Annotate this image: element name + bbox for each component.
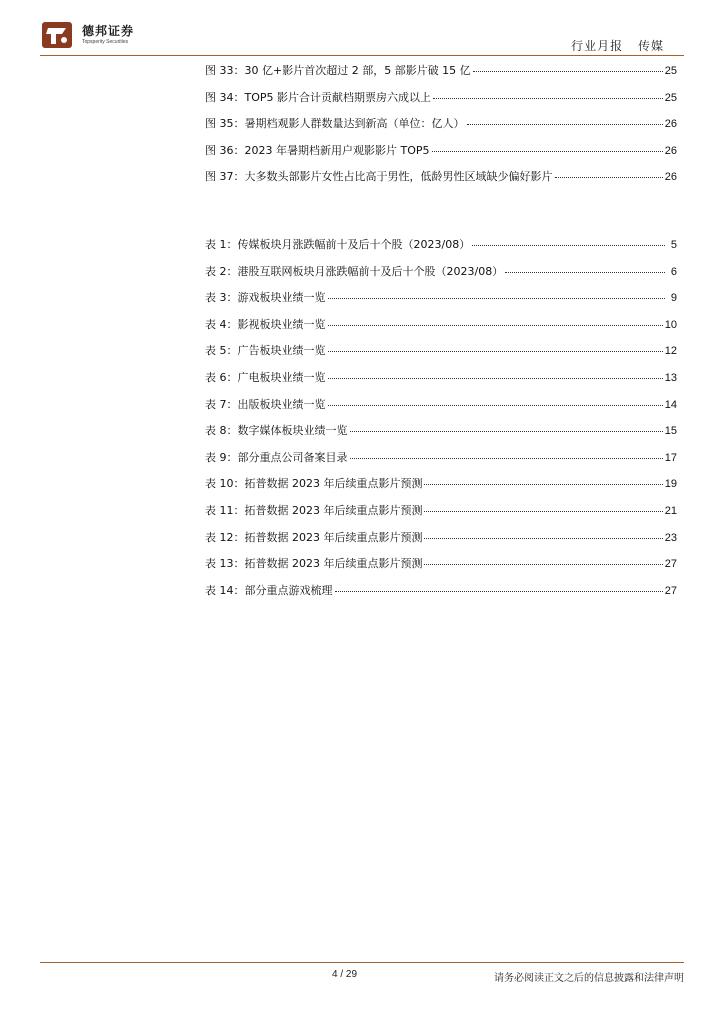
toc-entry-page: 23 [664, 531, 677, 544]
dot-leader [335, 591, 663, 592]
dot-leader [328, 378, 663, 379]
toc-entry-label: 表 3：游戏板块业绩一览 [205, 291, 326, 305]
dot-leader [472, 245, 665, 246]
report-type: 行业月报 [571, 39, 624, 53]
brand-logo [40, 18, 180, 52]
dot-leader [424, 511, 662, 512]
report-header [561, 37, 664, 54]
dot-leader [328, 325, 663, 326]
toc-entry-page: 26 [664, 171, 677, 184]
toc-entry-page: 6 [670, 265, 677, 278]
toc-entry-page: 13 [664, 371, 677, 384]
page-indicator: 4 / 29 [332, 969, 358, 980]
toc-entry-label: 表 5：广告板块业绩一览 [205, 344, 326, 358]
dot-leader [328, 405, 663, 406]
topsperity-logo-icon [40, 18, 74, 52]
toc-entry-page: 9 [670, 292, 677, 305]
toc-entry-table[interactable] [205, 449, 677, 476]
toc-entry-label: 表 10：拓普数据 2023 年后续重点影片预测 [205, 477, 423, 491]
dot-leader [505, 272, 665, 273]
figure-index [205, 62, 677, 195]
toc-entry-label: 图 36：2023 年暑期档新用户观影影片 TOP5 [205, 143, 430, 157]
toc-entry-page: 14 [664, 398, 677, 411]
toc-entry-table[interactable] [205, 555, 677, 582]
toc-entry-table[interactable] [205, 396, 677, 423]
toc-entry-page: 17 [664, 451, 677, 464]
toc-entry-label: 表 2：港股互联网板块月涨跌幅前十及后十个股（2023/08） [205, 264, 504, 278]
toc-entry-label: 表 8：数字媒体板块业绩一览 [205, 424, 348, 438]
toc-entry-page: 26 [664, 144, 677, 157]
toc-entry-table[interactable] [205, 529, 677, 556]
toc-entry-page: 27 [664, 558, 677, 571]
toc-entry-table[interactable] [205, 369, 677, 396]
toc-entry-page: 21 [664, 504, 677, 517]
toc-entry-label: 表 1：传媒板块月涨跌幅前十及后十个股（2023/08） [205, 238, 471, 251]
dot-leader [328, 298, 666, 299]
toc-entry-label: 表 12：拓普数据 2023 年后续重点影片预测 [205, 530, 423, 544]
dot-leader [433, 98, 663, 99]
header-divider [40, 55, 684, 56]
legal-disclaimer: 请务必阅读正文之后的信息披露和法律声明 [494, 973, 684, 984]
toc-entry-page: 15 [664, 425, 677, 438]
dot-leader [350, 431, 663, 432]
toc-entry-label: 表 14：部分重点游戏梳理 [205, 583, 333, 597]
toc-entry-table[interactable] [205, 475, 677, 502]
dot-leader [555, 177, 663, 178]
footer-divider [40, 962, 684, 963]
toc-entry-label: 图 35：暑期档观影人群数量达到新高（单位：亿人） [205, 117, 465, 131]
toc-entry-table[interactable] [205, 316, 677, 343]
toc-entry-page: 26 [664, 118, 677, 131]
dot-leader [424, 484, 662, 485]
toc-entry-label: 图 33：30 亿+影片首次超过 2 部，5 部影片破 15 亿 [205, 64, 471, 77]
sector-label: 传媒 [637, 39, 664, 53]
toc-entry-table[interactable] [205, 289, 677, 316]
toc-entry-label: 表 13：拓普数据 2023 年后续重点影片预测 [205, 557, 423, 571]
toc-entry-page: 10 [664, 318, 677, 331]
toc-entry-page: 25 [664, 91, 677, 104]
toc-entry-label: 图 37：大多数头部影片女性占比高于男性，低龄男性区域缺少偏好影片 [205, 170, 553, 184]
dot-leader [350, 458, 663, 459]
toc-entry-label: 表 11：拓普数据 2023 年后续重点影片预测 [205, 503, 423, 517]
toc-entry-label: 表 9：部分重点公司备案目录 [205, 450, 348, 464]
dot-leader [432, 151, 663, 152]
table-index [205, 236, 677, 608]
toc-entry-table[interactable] [205, 502, 677, 529]
toc-entry-figure[interactable] [205, 115, 677, 142]
toc-entry-label: 表 6：广电板块业绩一览 [205, 370, 326, 384]
toc-entry-table[interactable] [205, 263, 677, 290]
dot-leader [424, 538, 662, 539]
toc-entry-page: 19 [664, 478, 677, 491]
toc-entry-figure[interactable] [205, 89, 677, 116]
toc-entry-table[interactable] [205, 342, 677, 369]
dot-leader [467, 124, 663, 125]
toc-entry-figure[interactable] [205, 142, 677, 169]
toc-entry-table[interactable] [205, 236, 677, 263]
toc-entry-table[interactable] [205, 582, 677, 609]
dot-leader [473, 71, 663, 72]
toc-entry-page: 12 [664, 345, 677, 358]
toc-entry-table[interactable] [205, 422, 677, 449]
toc-entry-figure[interactable] [205, 62, 677, 89]
toc-entry-label: 表 7：出版板块业绩一览 [205, 397, 326, 411]
toc-entry-figure[interactable] [205, 168, 677, 195]
toc-entry-label: 表 4：影视板块业绩一览 [205, 317, 326, 331]
dot-leader [424, 564, 662, 565]
dot-leader [328, 351, 663, 352]
toc-entry-label: 图 34：TOP5 影片合计贡献档期票房六成以上 [205, 90, 431, 104]
toc-entry-page: 27 [664, 584, 677, 597]
brand-name-cn: 德邦证券 [82, 24, 135, 38]
toc-entry-page: 5 [670, 239, 677, 251]
brand-name-en: Topsperity Securities [82, 39, 129, 45]
toc-entry-page: 25 [664, 65, 677, 77]
